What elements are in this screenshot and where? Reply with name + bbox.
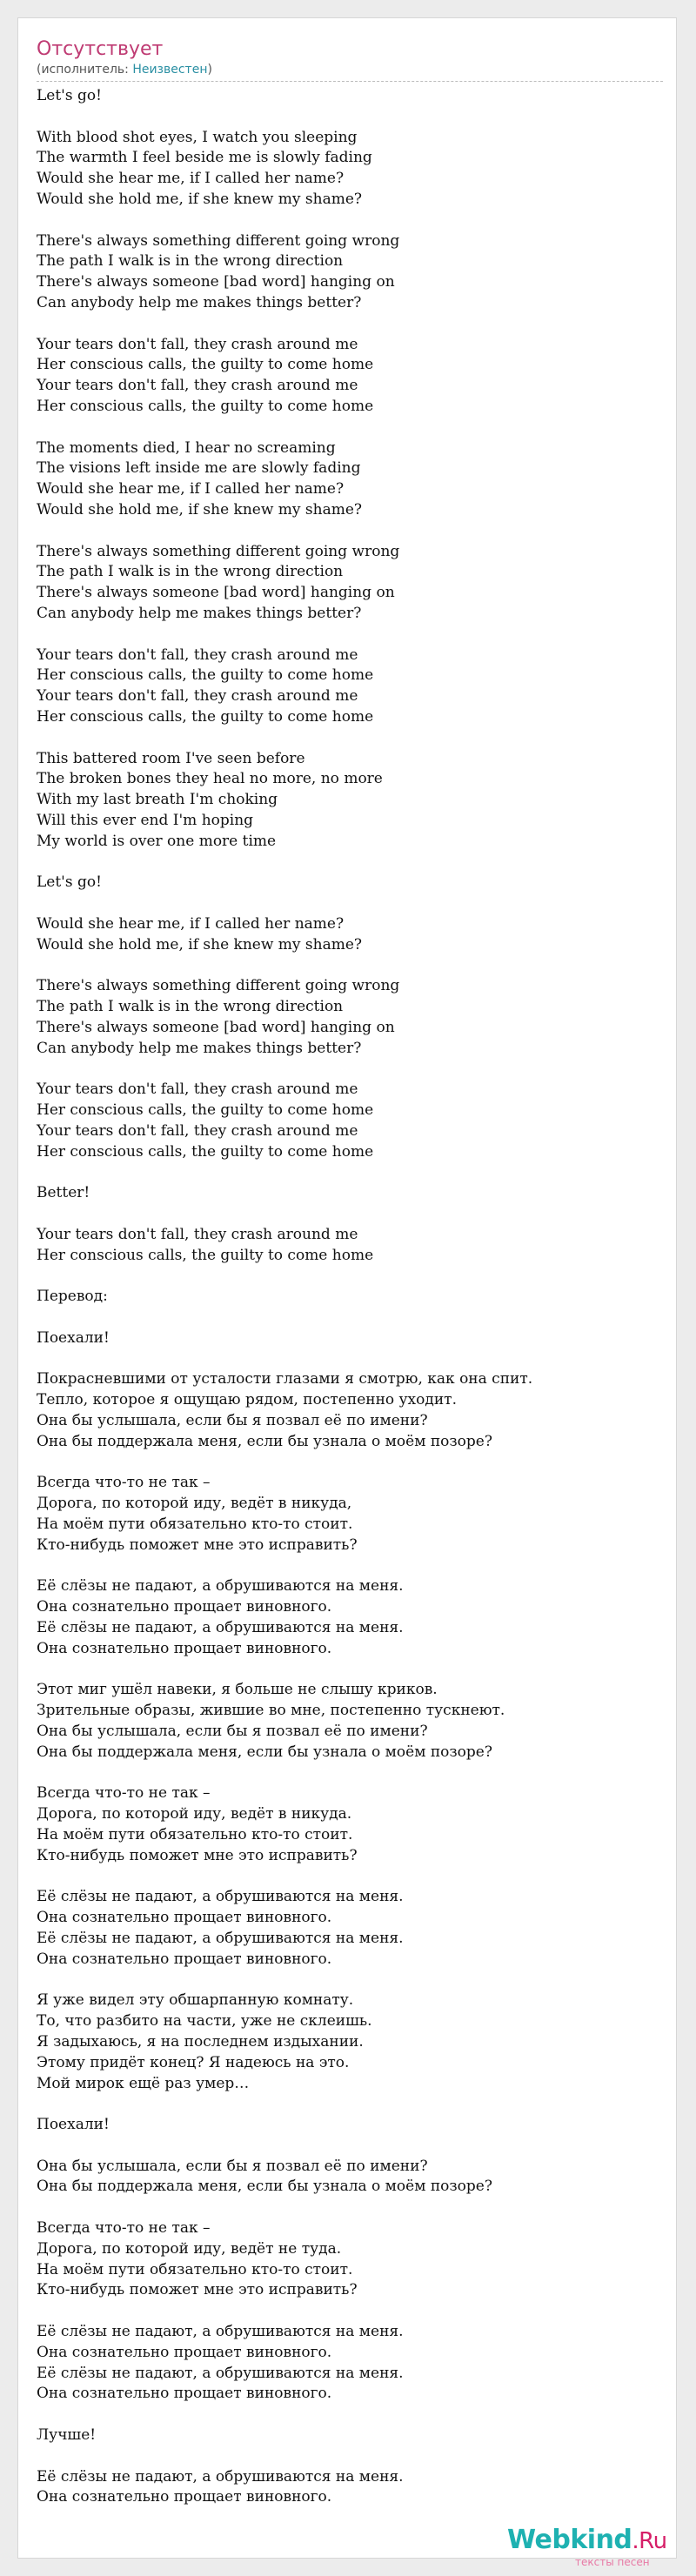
lyric-line: Она сознательно прощает виновного. [37, 2343, 332, 2361]
lyric-line: На моём пути обязательно кто-то стоит. [37, 1515, 353, 1533]
stanza-break [37, 1556, 663, 1577]
lyric-line: Этот миг ушёл навеки, я больше не слышу криков. [37, 1681, 438, 1699]
stanza-break [37, 2301, 663, 2322]
lyric-line: Этому придёт конец? Я надеюсь на это. [37, 2053, 350, 2071]
lyric-line: Would she hear me, if I called her name? [37, 170, 345, 188]
lyric-line: Her conscious calls, the guilty to come home [37, 397, 374, 415]
logo-wordmark [507, 2523, 667, 2559]
stanza-break [37, 1867, 663, 1888]
lyric-line: Her conscious calls, the guilty to come home [37, 1142, 374, 1161]
lyric-line: Поехали! [37, 1328, 110, 1347]
stanza-break [37, 107, 663, 128]
lyric-line: Would she hold me, if she knew my shame? [37, 935, 363, 953]
lyric-line: With blood shot eyes, I watch you sleeping [37, 128, 358, 146]
song-title: Отсутствует [37, 38, 164, 60]
lyric-line: Я задыхаюсь, я на последнем издыхании. [37, 2032, 364, 2051]
lyric-line: The visions left inside me are slowly fading [37, 459, 361, 478]
lyrics-text [37, 86, 663, 2508]
lyric-line: Её слёзы не падают, а обрушиваются на меня. [37, 2323, 404, 2341]
stanza-break [37, 893, 663, 914]
lyric-line: Она бы поддержала меня, если бы узнала о моём позоре? [37, 1432, 492, 1450]
lyric-line: There's always someone [bad word] hanging on [37, 273, 395, 291]
lyric-line: Your tears don't fall, they crash around me [37, 1081, 358, 1099]
lyric-line: There's always someone [bad word] hanging on [37, 584, 395, 602]
lyric-line: Она бы поддержала меня, если бы узнала о моём позоре? [37, 1743, 492, 1761]
lyric-line: Тепло, которое я ощущаю рядом, постепенно уходит. [37, 1391, 457, 1409]
lyric-line: Поехали! [37, 2116, 110, 2134]
lyric-line: Я уже видел эту обшарпанную комнату. [37, 1991, 354, 2010]
lyric-line: Всегда что-то не так – [37, 2219, 211, 2238]
lyric-line: Кто-нибудь поможет мне это исправить? [37, 1846, 358, 1864]
lyric-line: Your tears don't fall, they crash around me [37, 1121, 358, 1140]
lyric-line: Can anybody help me makes things better? [37, 1039, 362, 1057]
lyric-line: Она бы услышала, если бы я позвал её по имени? [37, 2157, 428, 2175]
stanza-break [37, 1162, 663, 1183]
logo-tagline: тексты песен [575, 2556, 650, 2568]
lyric-line: Она бы поддержала меня, если бы узнала о моём позоре? [37, 2178, 492, 2196]
lyric-line: Её слёзы не падают, а обрушиваются на меня. [37, 2364, 404, 2382]
stanza-break [37, 1308, 663, 1328]
lyric-line: Она сознательно прощает виновного. [37, 2385, 332, 2403]
stanza-break [37, 1763, 663, 1784]
lyric-line: Её слёзы не падают, а обрушиваются на меня. [37, 2467, 404, 2486]
lyric-line: Your tears don't fall, they crash around me [37, 687, 358, 706]
stanza-break [37, 1059, 663, 1080]
stanza-break [37, 728, 663, 749]
lyric-line: Your tears don't fall, they crash around me [37, 1225, 358, 1243]
stanza-break [37, 314, 663, 335]
stanza-break [37, 418, 663, 438]
stanza-break [37, 1660, 663, 1681]
lyric-line: With my last breath I'm choking [37, 791, 278, 809]
lyric-line: Она сознательно прощает виновного. [37, 1639, 332, 1657]
artist-link[interactable]: Неизвестен [132, 63, 208, 77]
lyric-line: Her conscious calls, the guilty to come home [37, 707, 374, 726]
lyric-line: Её слёзы не падают, а обрушиваются на меня. [37, 1618, 404, 1636]
stanza-break [37, 2198, 663, 2218]
lyric-line: Her conscious calls, the guilty to come home [37, 1246, 374, 1264]
lyric-line: Can anybody help me makes things better? [37, 293, 362, 311]
lyric-line: Она сознательно прощает виновного. [37, 1909, 332, 1927]
stanza-break [37, 1349, 663, 1370]
lyric-line: Она сознательно прощает виновного. [37, 1950, 332, 1968]
webkind-logo[interactable] [507, 2523, 690, 2573]
lyric-line: The path I walk is in the wrong direction [37, 998, 344, 1016]
lyric-line: The moments died, I hear no screaming [37, 438, 336, 457]
lyric-line: Let's go! [37, 87, 102, 104]
lyric-line: There's always something different going wrong [37, 231, 400, 250]
lyric-line: Her conscious calls, the guilty to come home [37, 356, 374, 374]
lyric-line: То, что разбито на части, уже не склеишь. [37, 2012, 372, 2031]
lyric-line: There's always someone [bad word] hanging on [37, 1018, 395, 1036]
lyric-line: Кто-нибудь поможет мне это исправить? [37, 1536, 358, 1554]
lyric-line: Would she hear me, if I called her name? [37, 914, 345, 933]
artist-meta-prefix: (исполнитель: [37, 63, 133, 77]
lyric-line: There's always something different going wrong [37, 977, 400, 995]
artist-meta-suffix: ) [207, 63, 212, 77]
stanza-break [37, 2405, 663, 2425]
lyric-line: Your tears don't fall, they crash around me [37, 335, 358, 353]
stanza-break [37, 1266, 663, 1287]
lyric-line: Her conscious calls, the guilty to come home [37, 666, 374, 685]
lyric-line: Would she hear me, if I called her name? [37, 480, 345, 498]
lyric-line: Your tears don't fall, they crash around me [37, 377, 358, 395]
lyric-line: Она бы услышала, если бы я позвал её по имени? [37, 1412, 428, 1429]
logo-main-text: Webkind [507, 2525, 632, 2555]
lyric-line: The warmth I feel beside me is slowly fading [37, 149, 372, 167]
lyric-line: Let's go! [37, 873, 102, 892]
lyric-line: Её слёзы не падают, а обрушиваются на меня. [37, 1888, 404, 1906]
lyric-line: The path I walk is in the wrong direction [37, 252, 344, 271]
stanza-break [37, 852, 663, 873]
stanza-break [37, 2446, 663, 2467]
lyric-line: Она сознательно прощает виновного. [37, 1598, 332, 1616]
logo-suffix: .Ru [632, 2528, 667, 2554]
lyric-line: Она сознательно прощает виновного. [37, 2488, 332, 2506]
song-header [37, 37, 663, 82]
lyrics-card [17, 17, 677, 2568]
lyric-line: На моём пути обязательно кто-то стоит. [37, 2260, 353, 2278]
lyric-line: Мой мирок ещё раз умер… [37, 2074, 250, 2092]
stanza-break [37, 521, 663, 542]
lyric-line: Она бы услышала, если бы я позвал её по имени? [37, 1722, 428, 1740]
artist-meta [37, 62, 663, 77]
lyric-line: Покрасневшими от усталости глазами я смотрю, как она спит. [37, 1370, 533, 1388]
stanza-break [37, 1204, 663, 1225]
lyric-line: Зрительные образы, жившие во мне, постепенно тускнеют. [37, 1702, 505, 1720]
lyric-line: Can anybody help me makes things better? [37, 604, 362, 622]
stanza-break [37, 625, 663, 646]
lyric-line: Will this ever end I'm hoping [37, 811, 254, 829]
lyric-line: Её слёзы не падают, а обрушиваются на меня. [37, 1577, 404, 1596]
lyric-line: There's always something different going wrong [37, 542, 400, 560]
lyric-line: Дорога, по которой иду, ведёт не туда. [37, 2239, 342, 2258]
lyric-line: Her conscious calls, the guilty to come home [37, 1101, 374, 1120]
lyric-line: На моём пути обязательно кто-то стоит. [37, 1825, 353, 1843]
lyric-line: Всегда что-то не так – [37, 1474, 211, 1492]
lyric-line: Перевод: [37, 1288, 108, 1306]
stanza-break [37, 1453, 663, 1474]
stanza-break [37, 2094, 663, 2115]
lyric-line: My world is over one more time [37, 832, 277, 850]
lyric-line: This battered room I've seen before [37, 749, 305, 767]
lyric-line: Would she hold me, if she knew my shame? [37, 500, 363, 519]
stanza-break [37, 1970, 663, 1991]
stanza-break [37, 2136, 663, 2157]
lyric-line: Your tears don't fall, they crash around me [37, 646, 358, 664]
lyric-line: Would she hold me, if she knew my shame? [37, 190, 363, 208]
lyric-line: The path I walk is in the wrong direction [37, 563, 344, 581]
lyric-line: Дорога, по которой иду, ведёт в никуда. [37, 1805, 352, 1823]
stanza-break [37, 955, 663, 976]
lyric-line: Better! [37, 1184, 90, 1202]
lyric-line: Кто-нибудь поможет мне это исправить? [37, 2281, 358, 2299]
lyric-line: The broken bones they heal no more, no more [37, 770, 383, 788]
lyric-line: Её слёзы не падают, а обрушиваются на меня. [37, 1929, 404, 1947]
stanza-break [37, 211, 663, 231]
lyric-line: Всегда что-то не так – [37, 1784, 211, 1803]
lyric-line: Лучше! [37, 2426, 97, 2445]
lyric-line: Дорога, по которой иду, ведёт в никуда, [37, 1495, 352, 1513]
